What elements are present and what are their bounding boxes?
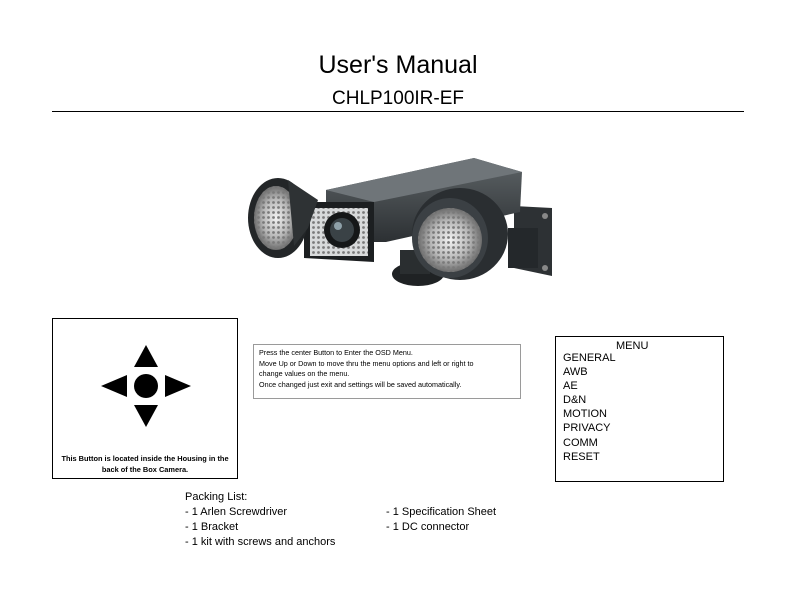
packing-item: - 1 kit with screws and anchors [185,536,336,548]
direction-pad-icon [99,343,193,429]
direction-pad-panel [52,318,238,479]
osd-instruction-line: Move Up or Down to move thru the menu options and left or right to [259,358,474,368]
menu-item-reset: RESET [563,450,600,463]
packing-list [185,490,497,548]
menu-item-ae: AE [563,380,578,393]
model-number: CHLP100IR-EF [332,88,464,109]
menu-list [563,351,616,464]
header-divider [52,111,744,112]
packing-item: - 1 DC connector [386,521,470,533]
packing-list-title: Packing List: [185,491,248,503]
menu-item-dn: D&N [563,394,587,407]
page-title: User's Manual [318,51,478,79]
center-button-icon [134,374,158,398]
arrow-up-icon [134,345,158,367]
packing-item: - 1 Arlen Screwdriver [185,506,288,518]
packing-item: - 1 Bracket [185,521,239,533]
packing-list-left-column [185,505,335,550]
packing-item: - 1 Specification Sheet [386,506,497,518]
menu-item-privacy: PRIVACY [563,422,611,435]
direction-pad-caption: This Button is located inside the Housing in the back of the Box Camera. [61,454,229,474]
osd-instruction-line: change values on the menu. [259,369,350,378]
menu-item-motion: MOTION [563,408,607,421]
arrow-right-icon [165,375,191,397]
menu-item-comm: COMM [563,436,598,449]
menu-item-general: GENERAL [563,352,616,364]
osd-instruction-line: Press the center Button to Enter the OSD Menu. [259,348,413,357]
menu-title: MENU [616,340,649,352]
osd-instructions-box [253,344,521,399]
arrow-down-icon [134,405,158,427]
arrow-left-icon [101,375,127,397]
osd-menu-box [555,336,724,482]
ir-camera-image [246,150,558,292]
menu-item-awb: AWB [563,366,588,379]
osd-instruction-line: Once changed just exit and settings will be saved automatically. [259,379,462,389]
packing-list-right-column [386,505,496,535]
